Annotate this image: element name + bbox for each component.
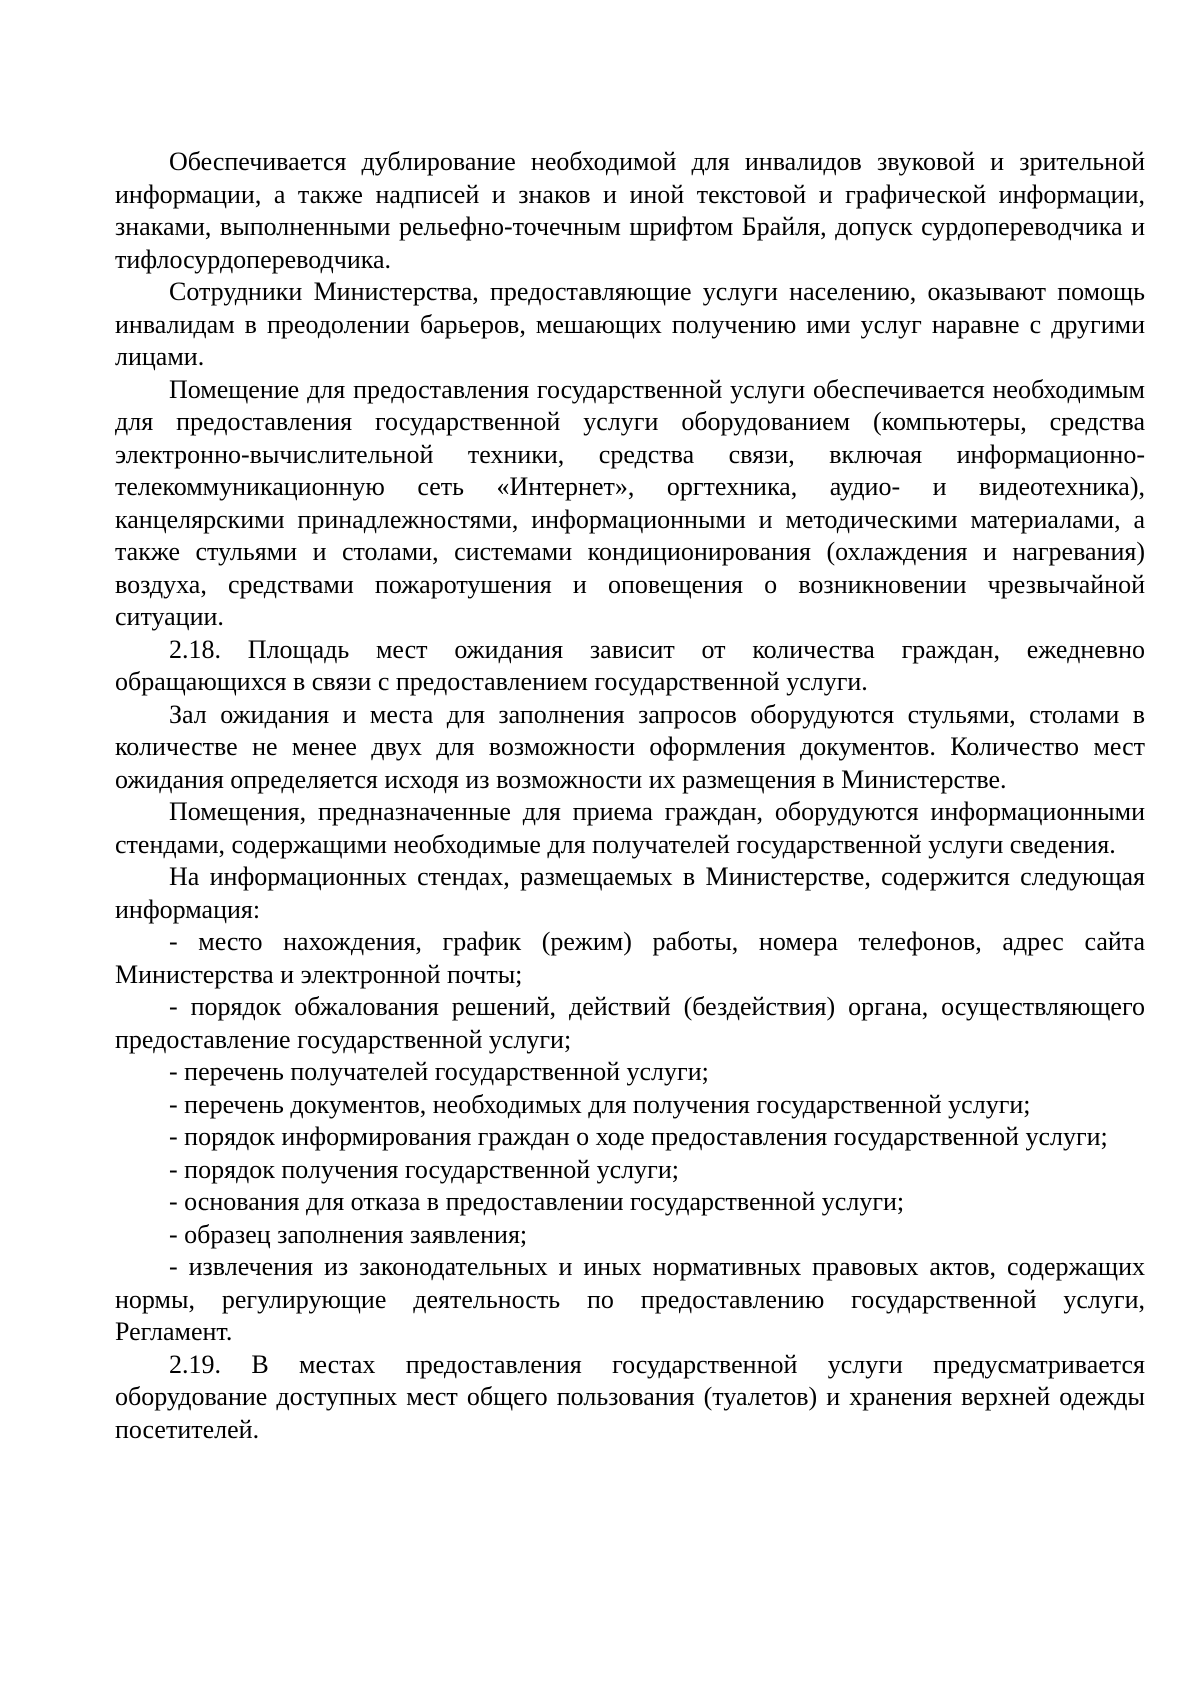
list-item: - перечень документов, необходимых для получения государственной услуги; [169,1089,1031,1119]
paragraph: Обеспечивается дублирование необходимой для инвалидов звуковой и зрительной информации, а также надписей и знаков и иной текстовой и графической информации, знаками, выполненными рельефно-точечным шрифтом Брайля, допуск сурдопереводчика и тифлосурдопереводчика. [115,147,1145,274]
list-item: - место нахождения, график (режим) работы, номера телефонов, адрес сайта Министерства и электронной почты; [115,927,1145,989]
list-item: - образец заполнения заявления; [169,1219,528,1249]
list-item: - порядок обжалования решений, действий (бездействия) органа, осуществляющего предоставление государственной услуги; [115,992,1145,1054]
paragraph: Сотрудники Министерства, предоставляющие услуги населению, оказывают помощь инвалидам в преодолении барьеров, мешающих получению ими услуг наравне с другими лицами. [115,277,1145,371]
document-body [115,146,1145,1446]
list-item: - основания для отказа в предоставлении государственной услуги; [169,1187,905,1216]
paragraph: Помещения, предназначенные для приема граждан, оборудуются информационными стендами, содержащими необходимые для получателей государственной услуги сведения. [115,797,1145,859]
paragraph: Зал ожидания и места для заполнения запросов оборудуются стульями, столами в количестве не менее двух для возможности оформления документов. Количество мест ожидания определяется исходя из возможности их размещения в Министерстве. [115,699,1145,794]
paragraph: На информационных стендах, размещаемых в Министерстве, содержится следующая информация: [115,862,1145,924]
paragraph: 2.18. Площадь мест ожидания зависит от количества граждан, ежедневно обращающихся в связи с предоставлением государственной услуги. [115,634,1145,696]
list-item: - извлечения из законодательных и иных нормативных правовых актов, содержащих нормы, регулирующие деятельность по предоставлению государственной услуги, Регламент. [115,1252,1145,1346]
list-item: - порядок информирования граждан о ходе предоставления государственной услуги; [169,1122,1108,1151]
paragraph: 2.19. В местах предоставления государственной услуги предусматривается оборудование доступных мест общего пользования (туалетов) и хранения верхней одежды посетителей. [115,1349,1145,1444]
list-item: - перечень получателей государственной услуги; [169,1057,709,1086]
list-item: - порядок получения государственной услуги; [169,1154,679,1184]
paragraph: Помещение для предоставления государственной услуги обеспечивается необходимым для предоставления государственной услуги оборудованием (компьютеры, средства электронно-вычислительной техники, средства связи, включая информационно-телекоммуникационную сеть «Интернет», оргтехника, аудио- и видеотехника), канцелярскими принадлежностями, информационными и методическими материалами, а также стульями и столами, системами кондиционирования (охлаждения и нагревания) воздуха, средствами пожаротушения и оповещения о возникновении чрезвычайной ситуации. [115,374,1145,631]
